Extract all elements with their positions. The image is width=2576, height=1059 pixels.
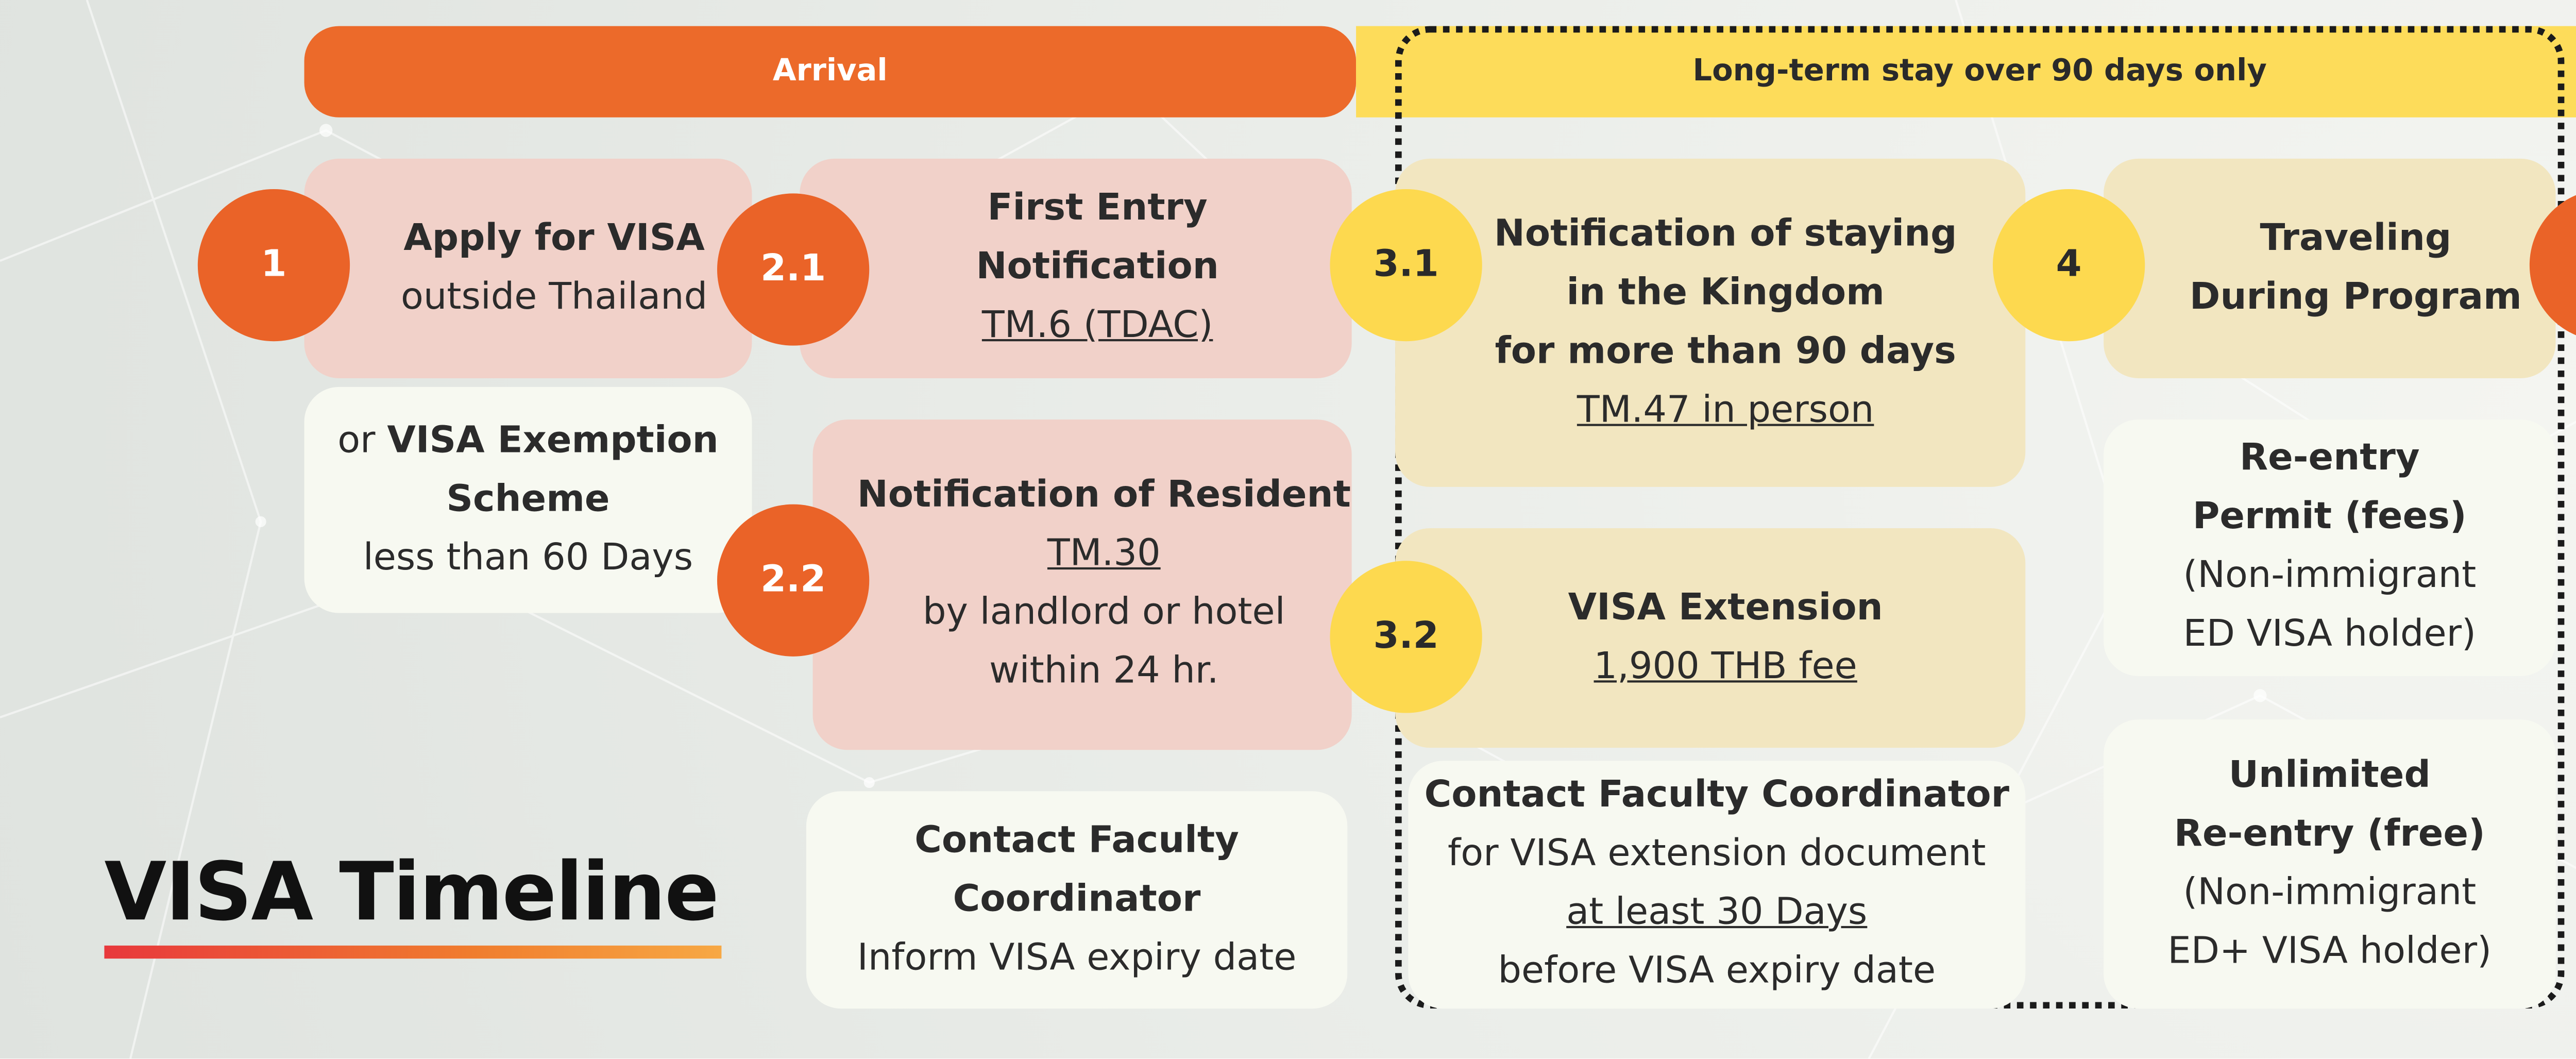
step-3-1-form-link[interactable]: TM.47 in person bbox=[1577, 388, 1874, 432]
step-1-note-card bbox=[304, 387, 752, 613]
step-4-reentry-line4: ED VISA holder) bbox=[2183, 613, 2477, 657]
step-2-1-number-badge bbox=[717, 193, 869, 345]
step-2-2-line3: by landlord or hotel bbox=[922, 591, 1285, 635]
step-3-1-line2: in the Kingdom bbox=[1566, 271, 1885, 314]
step-4-line1: Traveling bbox=[2260, 216, 2452, 260]
step-1-note-prefix: or bbox=[337, 418, 387, 462]
step-1-note-duration: less than 60 Days bbox=[363, 535, 693, 580]
step-2-1-card bbox=[800, 159, 1351, 378]
step-3-contact-line1: Contact Faculty Coordinator bbox=[1424, 774, 2010, 818]
step-4-card bbox=[2104, 159, 2555, 378]
step-4-unlimited-line4: ED+ VISA holder) bbox=[2167, 929, 2492, 973]
step-1-subtitle: outside Thailand bbox=[401, 275, 708, 318]
step-3-1-line1: Notification of staying bbox=[1494, 212, 1957, 256]
step-3-2-title: VISA Extension bbox=[1568, 585, 1883, 630]
step-3-2-fee-link[interactable]: 1,900 THB fee bbox=[1594, 644, 1857, 688]
step-2-contact-line3: Inform VISA expiry date bbox=[857, 935, 1297, 980]
step-2-1-form-link[interactable]: TM.6 (TDAC) bbox=[981, 304, 1213, 348]
step-1-note-line1 bbox=[337, 412, 719, 470]
phase-long-term-label: Long-term stay over 90 days only bbox=[1692, 54, 2267, 89]
step-1-number: 1 bbox=[261, 243, 287, 287]
step-2-2-line4: within 24 hr. bbox=[989, 650, 1219, 694]
step-3-1-number-badge bbox=[1330, 189, 1482, 341]
phase-arrival-label: Arrival bbox=[772, 54, 888, 89]
step-1-card bbox=[304, 159, 752, 378]
step-2-2-title: Notification of Resident bbox=[857, 474, 1351, 517]
step-2-contact-line1: Contact Faculty bbox=[914, 818, 1239, 862]
step-4-reentry-line3: (Non-immigrant bbox=[2183, 554, 2477, 598]
title-underline bbox=[104, 946, 721, 959]
step-4-unlimited-line1: Unlimited bbox=[2228, 753, 2431, 797]
step-1-note-bold: VISA Exemption bbox=[387, 418, 719, 462]
step-1-number-badge bbox=[198, 189, 350, 341]
step-1-title: Apply for VISA bbox=[403, 216, 705, 260]
step-3-2-number: 3.2 bbox=[1373, 615, 1439, 659]
step-3-contact-line2: for VISA extension document bbox=[1448, 832, 1986, 876]
step-3-2-card bbox=[1395, 528, 2025, 748]
step-4-reentry-line1: Re-entry bbox=[2239, 436, 2420, 481]
step-2-contact-line2: Coordinator bbox=[953, 877, 1201, 921]
page-title: VISA Timeline bbox=[104, 845, 718, 939]
step-4-reentry-card bbox=[2104, 419, 2555, 676]
step-3-2-number-badge bbox=[1330, 561, 1482, 713]
step-2-1-title-line2: Notification bbox=[976, 245, 1219, 290]
phase-arrival bbox=[304, 26, 1357, 117]
step-4-unlimited-card bbox=[2104, 719, 2555, 1008]
step-2-1-title-line1: First Entry bbox=[987, 187, 1208, 231]
step-2-contact-card bbox=[806, 791, 1347, 1008]
step-2-2-number: 2.2 bbox=[760, 559, 826, 602]
step-4-number: 4 bbox=[2056, 243, 2082, 287]
step-3-contact-card bbox=[1408, 761, 2025, 1008]
step-4-line2: During Program bbox=[2189, 275, 2522, 318]
step-3-1-number: 3.1 bbox=[1373, 243, 1439, 287]
step-1-note-scheme: Scheme bbox=[446, 477, 610, 521]
step-3-1-card bbox=[1395, 159, 2025, 487]
step-4-unlimited-line3: (Non-immigrant bbox=[2183, 870, 2477, 914]
step-4-number-badge bbox=[1993, 189, 2145, 341]
step-3-contact-deadline-link[interactable]: at least 30 Days bbox=[1566, 891, 1868, 935]
step-4-reentry-line2: Permit (fees) bbox=[2192, 495, 2467, 540]
step-2-2-card bbox=[813, 419, 1352, 750]
step-4-unlimited-line2: Re-entry (free) bbox=[2174, 812, 2485, 855]
step-2-2-form-link[interactable]: TM.30 bbox=[1047, 532, 1161, 576]
step-2-2-number-badge bbox=[717, 505, 869, 657]
step-2-1-number: 2.1 bbox=[760, 247, 826, 292]
step-3-1-line3: for more than 90 days bbox=[1495, 329, 1956, 373]
step-3-contact-line4: before VISA expiry date bbox=[1498, 950, 1936, 994]
